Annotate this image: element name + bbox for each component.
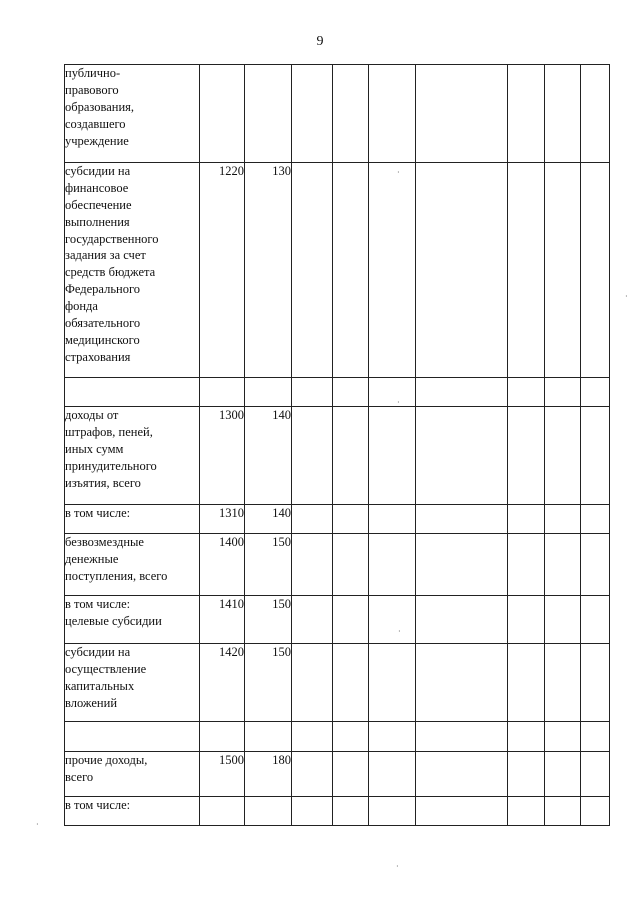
- row-name-cell: субсидии на осуществление капитальных вложений: [65, 644, 200, 722]
- empty-value-cell: [292, 163, 333, 378]
- empty-value-cell: [333, 596, 369, 644]
- empty-value-cell: [581, 534, 610, 596]
- empty-value-cell: [369, 752, 416, 797]
- row-code-cell: 1310: [200, 505, 245, 534]
- table-row: [65, 378, 610, 407]
- empty-value-cell: [369, 378, 416, 407]
- row-code-cell: 1220: [200, 163, 245, 378]
- table-row: [65, 505, 610, 534]
- empty-value-cell: [545, 722, 581, 752]
- empty-value-cell: [581, 644, 610, 722]
- scan-speck: ·: [398, 627, 401, 636]
- empty-value-cell: [369, 163, 416, 378]
- empty-value-cell: [292, 797, 333, 826]
- empty-value-cell: [581, 722, 610, 752]
- empty-value-cell: [333, 722, 369, 752]
- empty-value-cell: [545, 797, 581, 826]
- row-kbk-cell: [245, 797, 292, 826]
- empty-value-cell: [369, 505, 416, 534]
- row-kbk-cell: [245, 722, 292, 752]
- empty-value-cell: [545, 505, 581, 534]
- table-row: [65, 797, 610, 826]
- empty-value-cell: [416, 407, 508, 505]
- table-row: [65, 596, 610, 644]
- empty-value-cell: [508, 534, 545, 596]
- row-name-cell: [65, 722, 200, 752]
- row-kbk-cell: 140: [245, 505, 292, 534]
- table-body: [65, 65, 610, 826]
- empty-value-cell: [369, 722, 416, 752]
- row-kbk-cell: 180: [245, 752, 292, 797]
- empty-value-cell: [333, 163, 369, 378]
- scan-speck: ·: [396, 862, 399, 871]
- empty-value-cell: [416, 534, 508, 596]
- empty-value-cell: [581, 505, 610, 534]
- row-name-cell: доходы от штрафов, пеней, иных сумм принудительного изъятия, всего: [65, 407, 200, 505]
- empty-value-cell: [416, 65, 508, 163]
- row-code-cell: [200, 65, 245, 163]
- empty-value-cell: [292, 65, 333, 163]
- empty-value-cell: [333, 797, 369, 826]
- scan-speck: ·: [397, 168, 400, 177]
- empty-value-cell: [581, 407, 610, 505]
- row-name-cell: публично- правового образования, создавшего учреждение: [65, 65, 200, 163]
- empty-value-cell: [508, 596, 545, 644]
- empty-value-cell: [581, 163, 610, 378]
- empty-value-cell: [292, 378, 333, 407]
- empty-value-cell: [545, 163, 581, 378]
- empty-value-cell: [333, 505, 369, 534]
- empty-value-cell: [508, 722, 545, 752]
- empty-value-cell: [416, 596, 508, 644]
- empty-value-cell: [581, 378, 610, 407]
- row-kbk-cell: 150: [245, 644, 292, 722]
- empty-value-cell: [333, 752, 369, 797]
- empty-value-cell: [581, 596, 610, 644]
- row-code-cell: [200, 797, 245, 826]
- row-code-cell: 1410: [200, 596, 245, 644]
- empty-value-cell: [545, 752, 581, 797]
- row-name-cell: в том числе:: [65, 797, 200, 826]
- row-name-cell: безвозмездные денежные поступления, всего: [65, 534, 200, 596]
- empty-value-cell: [508, 644, 545, 722]
- empty-value-cell: [545, 534, 581, 596]
- row-kbk-cell: [245, 378, 292, 407]
- income-table: [64, 64, 610, 826]
- empty-value-cell: [416, 644, 508, 722]
- empty-value-cell: [292, 596, 333, 644]
- table-row: [65, 163, 610, 378]
- empty-value-cell: [508, 752, 545, 797]
- row-code-cell: 1300: [200, 407, 245, 505]
- row-code-cell: [200, 722, 245, 752]
- empty-value-cell: [581, 797, 610, 826]
- row-code-cell: 1420: [200, 644, 245, 722]
- table-row: [65, 752, 610, 797]
- empty-value-cell: [508, 505, 545, 534]
- empty-value-cell: [292, 505, 333, 534]
- row-name-cell: в том числе:: [65, 505, 200, 534]
- row-kbk-cell: [245, 65, 292, 163]
- empty-value-cell: [581, 65, 610, 163]
- empty-value-cell: [292, 534, 333, 596]
- empty-value-cell: [581, 752, 610, 797]
- scan-speck: ·: [625, 292, 628, 301]
- empty-value-cell: [545, 644, 581, 722]
- table-row: [65, 722, 610, 752]
- empty-value-cell: [545, 378, 581, 407]
- empty-value-cell: [369, 797, 416, 826]
- page-number: 9: [316, 34, 324, 49]
- empty-value-cell: [333, 65, 369, 163]
- empty-value-cell: [545, 407, 581, 505]
- empty-value-cell: [292, 407, 333, 505]
- empty-value-cell: [416, 797, 508, 826]
- row-code-cell: 1400: [200, 534, 245, 596]
- empty-value-cell: [292, 644, 333, 722]
- empty-value-cell: [545, 65, 581, 163]
- table-row: [65, 65, 610, 163]
- empty-value-cell: [508, 65, 545, 163]
- scan-speck: ·: [36, 820, 39, 829]
- empty-value-cell: [508, 797, 545, 826]
- row-name-cell: субсидии на финансовое обеспечение выполнения государственного задания за счет средств бюджета Федерального фонда обязательного медицинского страхования: [65, 163, 200, 378]
- table-row: [65, 407, 610, 505]
- empty-value-cell: [416, 752, 508, 797]
- row-name-cell: прочие доходы, всего: [65, 752, 200, 797]
- row-kbk-cell: 140: [245, 407, 292, 505]
- empty-value-cell: [508, 407, 545, 505]
- row-name-cell: в том числе: целевые субсидии: [65, 596, 200, 644]
- scan-speck: ·: [397, 398, 400, 407]
- empty-value-cell: [369, 596, 416, 644]
- row-name-cell: [65, 378, 200, 407]
- empty-value-cell: [333, 644, 369, 722]
- row-kbk-cell: 150: [245, 534, 292, 596]
- empty-value-cell: [416, 163, 508, 378]
- empty-value-cell: [333, 378, 369, 407]
- empty-value-cell: [416, 505, 508, 534]
- empty-value-cell: [545, 596, 581, 644]
- empty-value-cell: [416, 378, 508, 407]
- row-code-cell: 1500: [200, 752, 245, 797]
- empty-value-cell: [508, 378, 545, 407]
- empty-value-cell: [333, 534, 369, 596]
- empty-value-cell: [369, 644, 416, 722]
- row-kbk-cell: 130: [245, 163, 292, 378]
- empty-value-cell: [369, 407, 416, 505]
- empty-value-cell: [416, 722, 508, 752]
- empty-value-cell: [369, 65, 416, 163]
- empty-value-cell: [292, 752, 333, 797]
- row-code-cell: [200, 378, 245, 407]
- empty-value-cell: [508, 163, 545, 378]
- empty-value-cell: [333, 407, 369, 505]
- empty-value-cell: [369, 534, 416, 596]
- table-row: [65, 644, 610, 722]
- row-kbk-cell: 150: [245, 596, 292, 644]
- empty-value-cell: [292, 722, 333, 752]
- table-row: [65, 534, 610, 596]
